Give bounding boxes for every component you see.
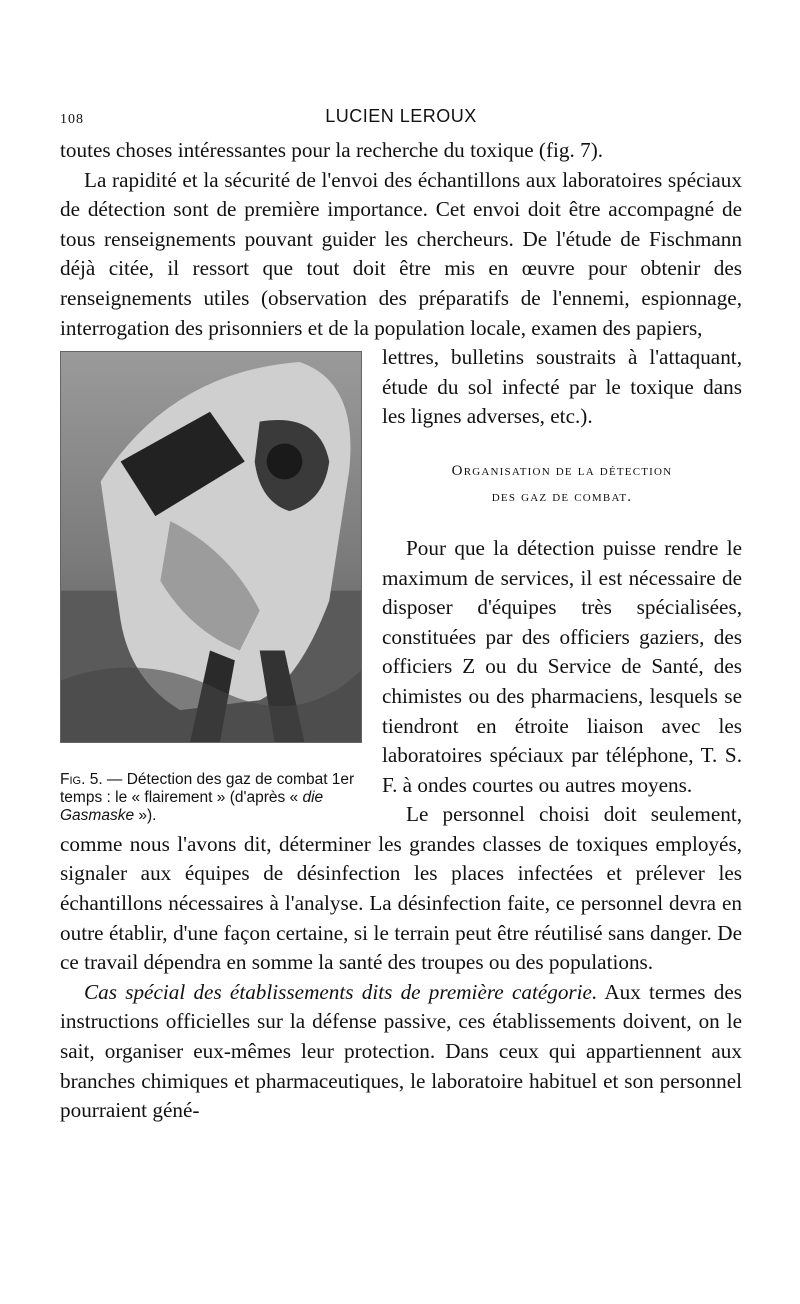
- paragraph-2-continued: lettres, bulletins soustraits à l'attaquant, étude du sol infecté par le toxique dans les lignes adverses, etc.).: [382, 345, 742, 429]
- gas-detection-photo: [60, 351, 362, 743]
- caption-text: — Détection des gaz de combat 1er temps : le « flairement » (d'après «: [60, 771, 355, 807]
- paragraph-5: [60, 978, 742, 1126]
- paragraph-5-body: Aux termes des instructions officielles sur la défense passive, ces établissements doivent, on le sait, organiser eux-mêmes leur protection. Dans ceux qui appartiennent aux branches chimiques et pharmaceutiques, le laboratoire habituel et son personnel pourraient géné-: [60, 979, 742, 1123]
- figure-block: [60, 343, 742, 978]
- figure-caption: [60, 771, 362, 825]
- page-header: [60, 106, 742, 136]
- paragraph-5-heading: Cas spécial des établissements dits de première catégorie.: [84, 979, 598, 1004]
- figure-label: Fig. 5.: [60, 771, 103, 789]
- paragraph-1: toutes choses intéressantes pour la recherche du toxique (fig. 7).: [60, 138, 604, 162]
- paragraph-2: La rapidité et la sécurité de l'envoi des échantillons aux laboratoires spéciaux de détection sont de première importance. Cet envoi doit être accompagné de tous renseignements pouvant guider les chercheurs. De l'étude de Fischmann déjà citée, il ressort que tout doit être mis en œuvre pour obtenir des renseignements utiles (observation des préparatifs de l'ennemi, espionnage, interrogation des prisonniers et de la population locale, examen des papiers,: [60, 167, 742, 340]
- paragraph-4: Le personnel choisi doit seulement, comme nous l'avons dit, déterminer les grandes classes de toxiques employés, signaler aux équipes de désinfection les places infectées et prélever les échantillons nécessaires à l'analyse. La désinfection faite, ce personnel devra en outre établir, d'une façon certaine, si le terrain peut être réutilisé sans danger. De ce travail dépendra en somme la santé des troupes ou des populations.: [60, 802, 742, 975]
- page-number: 108: [60, 112, 84, 127]
- section-title-line-2: des gaz de combat.: [491, 488, 633, 505]
- caption-end: »).: [134, 807, 157, 825]
- page: [60, 106, 742, 1126]
- caption-source: die Gasmaske: [60, 789, 324, 825]
- section-title-line-1: Organisation de la détection: [451, 462, 673, 479]
- figure: [60, 351, 362, 825]
- paragraph-3: Pour que la détection puisse rendre le maximum de services, il est nécessaire de disposer d'équipes très spécialisées, constituées par des officiers gaziers, des officiers Z ou du Service de Santé, des chimistes ou des pharmaciens, lesquels se tiendront en étroite liaison avec les laboratoires spéciaux par téléphone, T. S. F. à ondes courtes ou autres moyens.: [382, 535, 742, 797]
- running-title: LUCIEN LEROUX: [325, 106, 477, 126]
